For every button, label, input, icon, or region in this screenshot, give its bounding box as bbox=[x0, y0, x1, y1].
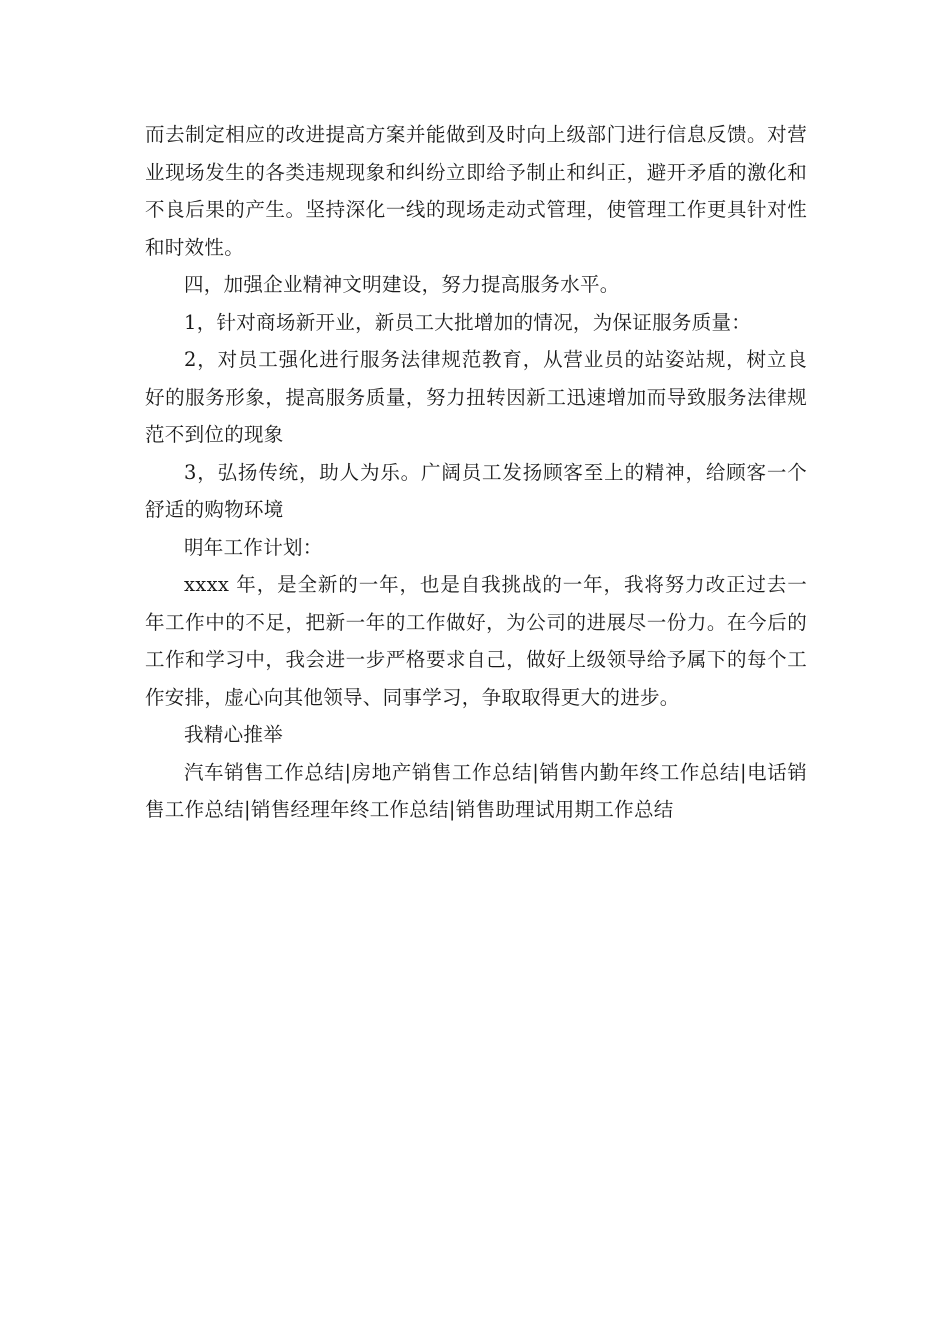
link-separator: | bbox=[739, 760, 747, 784]
next-year-plan-heading: 明年工作计划： bbox=[184, 535, 323, 559]
link-separator: | bbox=[448, 798, 456, 821]
link-sales-admin-year-end-summary[interactable]: 销售内勤年终工作总结 bbox=[539, 760, 740, 784]
link-separator: | bbox=[344, 760, 352, 784]
link-separator: | bbox=[532, 760, 540, 784]
paragraph-feedback: 而去制定相应的改进提高方案并能做到及时向上级部门进行信息反馈。对营业现场发生的各类违规现象和纠纷立即给予制止和纠正，避开矛盾的激化和不良后果的产生。坚持深化一线的现场走动式管理，使管理工作更具针对性和时效性。 bbox=[145, 123, 807, 259]
link-car-sales-summary[interactable]: 汽车销售工作总结 bbox=[184, 760, 345, 784]
section-heading-four: 四，加强企业精神文明建设，努力提高服务水平。 bbox=[184, 273, 620, 296]
list-item-one: 1，针对商场新开业，新员工大批增加的情况，为保证服务质量： bbox=[184, 310, 752, 334]
link-sales-manager-year-end-summary[interactable]: 销售经理年终工作总结 bbox=[250, 798, 449, 821]
link-telesales-summary[interactable]: 电话销售工作总结 bbox=[145, 760, 807, 821]
link-real-estate-sales-summary[interactable]: 房地产销售工作总结 bbox=[351, 760, 533, 784]
list-item-two: 2，对员工强化进行服务法律规范教育，从营业员的站姿站规，树立良好的服务形象，提高服务质量，努力扭转因新工迅速增加而导致服务法律规范不到位的现象 bbox=[145, 348, 807, 446]
recommended-links bbox=[145, 754, 807, 829]
link-sales-assistant-probation-summary[interactable]: 销售助理试用期工作总结 bbox=[455, 798, 674, 821]
link-separator: | bbox=[244, 798, 251, 821]
document-body bbox=[145, 116, 807, 829]
recommend-heading: 我精心推举 bbox=[184, 723, 284, 746]
next-year-plan-paragraph: xxxx 年，是全新的一年，也是自我挑战的一年，我将努力改正过去一年工作中的不足，把新一年的工作做好，为公司的进展尽一份力。在今后的工作和学习中，我会进一步严格要求自己，做好上级领导给予属下的每个工作安排，虚心向其他领导、同事学习，争取取得更大的进步。 bbox=[145, 573, 807, 709]
list-item-three: 3，弘扬传统，助人为乐。广阔员工发扬顾客至上的精神，给顾客一个舒适的购物环境 bbox=[145, 460, 807, 521]
